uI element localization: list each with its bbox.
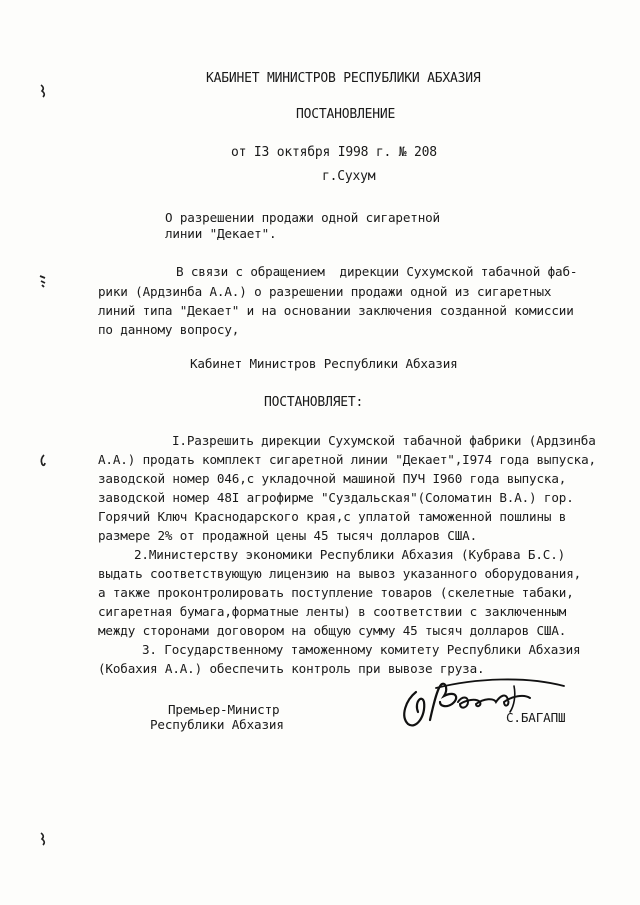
preamble-line: В связи с обращением дирекции Сухумской табачной фаб-: [176, 264, 578, 279]
punch-hole-mark-icon: [38, 82, 48, 100]
subject-line: О разрешении продажи одной сигаретной: [165, 210, 440, 225]
resolution-line: 2.Министерству экономики Республики Абхазия (Кубрава Б.С.): [134, 547, 566, 562]
signatory-title: Премьер-Министр: [168, 702, 280, 717]
preamble-line: рики (Ардзинба А.А.) о разрешении продажи одной из сигаретных: [98, 284, 552, 299]
resolution-line: А.А.) продать комплект сигаретной линии "Декает",I974 года выпуска,: [98, 452, 596, 467]
resolution-line: заводской номер 48I агрофирме "Суздальская"(Соломатин В.А.) гор.: [98, 490, 574, 505]
resolution-line: I.Разрешить дирекции Сухумской табачной фабрики (Ардзинба: [172, 433, 596, 448]
punch-hole-mark-icon: [38, 272, 48, 290]
resolution-line: заводской номер 046,с укладочной машиной ПУЧ I960 года выпуска,: [98, 471, 567, 486]
document-type-title: ПОСТАНОВЛЕНИЕ: [296, 107, 396, 122]
signatory-title: Республики Абхазия: [150, 717, 284, 732]
date-and-number: от I3 октября I998 г. № 208: [231, 145, 437, 160]
issuing-authority: Кабинет Министров Республики Абхазия: [190, 356, 458, 371]
organization-title: КАБИНЕТ МИНИСТРОВ РЕСПУБЛИКИ АБХАЗИЯ: [206, 71, 481, 86]
resolution-line: 3. Государственному таможенному комитету Республики Абхазия: [142, 642, 581, 657]
preamble-line: линий типа "Декает" и на основании заключения созданной комиссии: [98, 303, 574, 318]
handwritten-signature: [396, 672, 576, 738]
resolves-heading: ПОСТАНОВЛЯЕТ:: [264, 395, 364, 410]
punch-hole-mark-icon: [38, 830, 48, 848]
subject-line: линии "Декает".: [165, 226, 277, 241]
resolution-line: выдать соответствующую лицензию на вывоз указанного оборудования,: [98, 566, 582, 581]
preamble-line: по данному вопросу,: [98, 322, 240, 337]
place-of-issue: г.Сухум: [322, 169, 376, 184]
resolution-line: Горячий Ключ Краснодарского края,с уплатой таможенной пошлины в: [98, 509, 567, 524]
punch-hole-mark-icon: [38, 452, 48, 470]
resolution-line: сигаретная бумага,форматные ленты) в соответствии с заключенным: [98, 604, 567, 619]
resolution-line: а также проконтролировать поступление товаров (скелетные табаки,: [98, 585, 574, 600]
resolution-line: размере 2% от продажной цены 45 тысяч долларов США.: [98, 528, 478, 543]
resolution-line: между сторонами договором на общую сумму 45 тысяч долларов США.: [98, 623, 567, 638]
resolution-line: (Кобахия А.А.) обеспечить контроль при вывозе груза.: [98, 661, 485, 676]
signatory-name: С.БАГАПШ: [506, 710, 566, 725]
